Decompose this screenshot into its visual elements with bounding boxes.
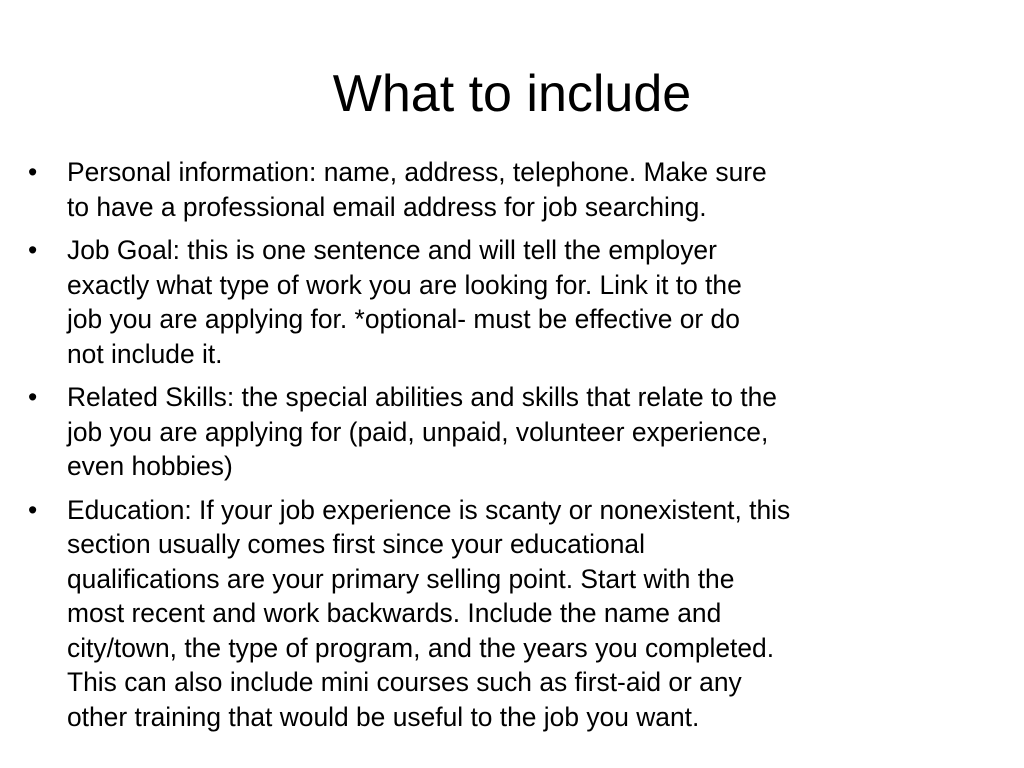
bullet-job-goal bbox=[0, 233, 967, 371]
bullet-line: job you are applying for (paid, unpaid, volunteer experience, bbox=[67, 416, 769, 447]
bullet-line: exactly what type of work you are looking for. Link it to the bbox=[67, 269, 742, 300]
bullet-line: This can also include mini courses such as first-aid or any bbox=[67, 667, 742, 697]
bullet-line: Job Goal: this is one sentence and will tell the employer bbox=[67, 235, 717, 265]
bullet-line: most recent and work backwards. Include the name and bbox=[67, 598, 722, 628]
bullet-line: city/town, the type of program, and the years you completed. bbox=[67, 632, 775, 663]
bullet-line: to have a professional email address for job searching. bbox=[67, 191, 707, 222]
bullet-related-skills bbox=[0, 380, 967, 484]
bullet-line: even hobbies) bbox=[67, 451, 233, 481]
bullet-dot: • bbox=[28, 382, 38, 412]
bullet-line: qualifications are your primary selling point. Start with the bbox=[67, 563, 735, 594]
bullet-education bbox=[0, 493, 967, 735]
bullet-dot: • bbox=[28, 235, 38, 265]
bullet-line: Education: If your job experience is scanty or nonexistent, this bbox=[67, 494, 791, 525]
bullet-line: job you are applying for. *optional- must be effective or do bbox=[67, 304, 740, 334]
bullet-dot: • bbox=[28, 494, 38, 525]
bullet-line: Personal information: name, address, telephone. Make sure bbox=[67, 157, 767, 187]
bullet-line: Related Skills: the special abilities and skills that relate to the bbox=[67, 382, 777, 412]
bullet-line: not include it. bbox=[67, 338, 223, 369]
bullet-list bbox=[0, 155, 1024, 743]
bullet-line: section usually comes first since your educational bbox=[67, 529, 645, 559]
bullet-personal-information bbox=[0, 155, 967, 224]
bullet-dot: • bbox=[28, 157, 38, 187]
slide-title: What to include bbox=[332, 65, 692, 123]
bullet-line: other training that would be useful to the job you want. bbox=[67, 701, 700, 732]
